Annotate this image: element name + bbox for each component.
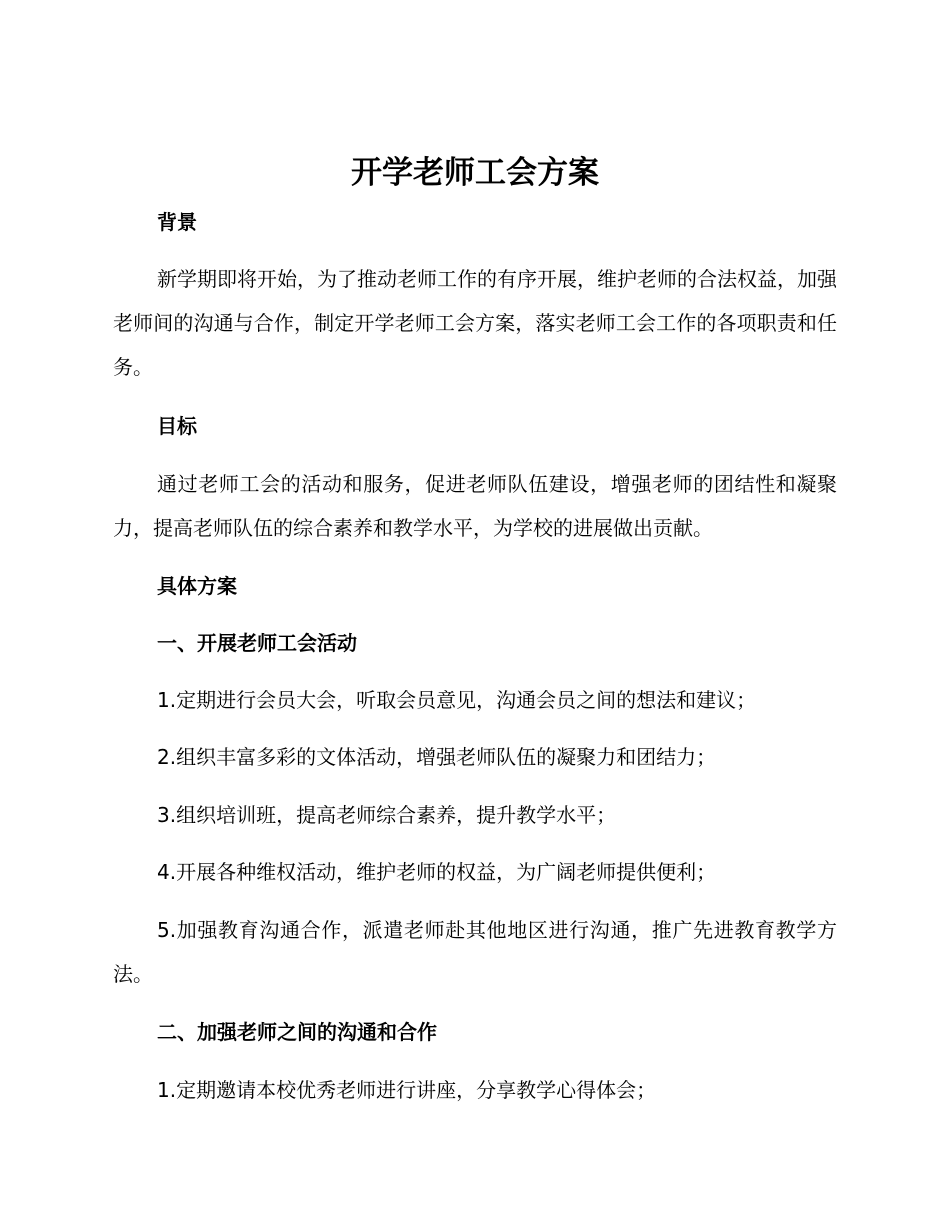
paragraph-background: 新学期即将开始，为了推动老师工作的有序开展，维护老师的合法权益，加强老师间的沟通与合作，制定开学老师工会方案，落实老师工会工作的各项职责和任务。 bbox=[113, 267, 837, 379]
subsection-heading-communication: 二、加强老师之间的沟通和合作 bbox=[157, 1020, 437, 1044]
list-item-communication-1: 1.定期邀请本校优秀老师进行讲座，分享教学心得体会； bbox=[157, 1078, 657, 1102]
list-item-activity-1: 1.定期进行会员大会，听取会员意见，沟通会员之间的想法和建议； bbox=[157, 688, 757, 712]
paragraph-goal: 通过老师工会的活动和服务，促进老师队伍建设，增强老师的团结性和凝聚力，提高老师队伍的综合素养和教学水平，为学校的进展做出贡献。 bbox=[113, 472, 837, 540]
list-item-activity-4: 4.开展各种维权活动，维护老师的权益，为广阔老师提供便利； bbox=[157, 860, 717, 884]
section-heading-plan: 具体方案 bbox=[157, 574, 237, 598]
section-heading-goal: 目标 bbox=[157, 414, 197, 438]
list-item-activity-3: 3.组织培训班，提高老师综合素养，提升教学水平； bbox=[157, 803, 617, 827]
subsection-heading-activities: 一、开展老师工会活动 bbox=[157, 631, 357, 655]
section-heading-background: 背景 bbox=[157, 210, 197, 234]
list-item-activity-2: 2.组织丰富多彩的文体活动，增强老师队伍的凝聚力和团结力； bbox=[157, 745, 717, 769]
list-item-activity-5: 5.加强教育沟通合作，派遣老师赴其他地区进行沟通，推广先进教育教学方法。 bbox=[113, 918, 837, 986]
document-title: 开学老师工会方案 bbox=[351, 155, 599, 191]
